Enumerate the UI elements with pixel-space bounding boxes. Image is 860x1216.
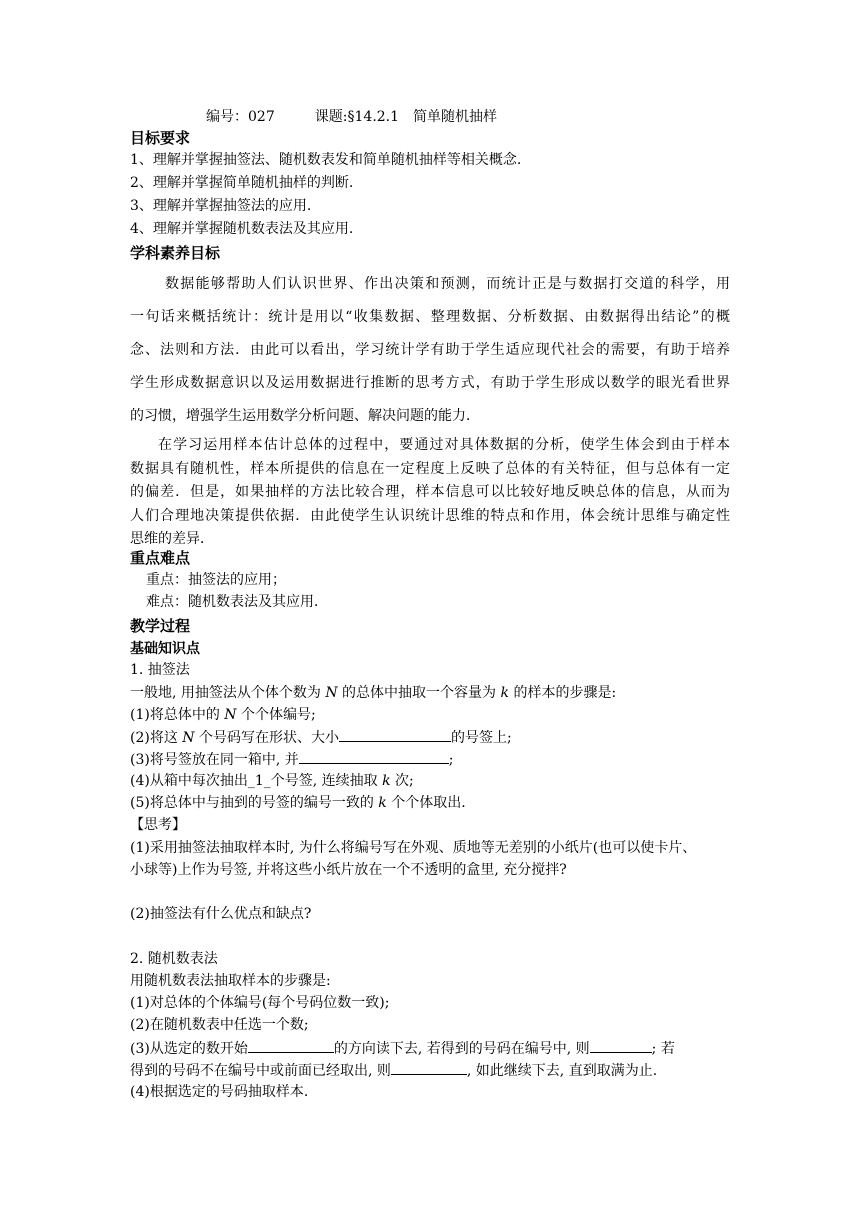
answer-blank[interactable]	[339, 727, 451, 742]
text-line: 人们合理地决策提供依据．由此使学生认识统计思维的特点和作用，体会统计思维与确定性	[130, 507, 730, 524]
random-step-3-line-2: 得到的号码不在编号中或前面已经取出, 则 , 如此继续下去, 直到取满为止.	[130, 1060, 657, 1081]
goal-item-2: 2、理解并掌握简单随机抽样的判断.	[130, 175, 354, 191]
think-heading: 【思考】	[130, 817, 186, 833]
random-step-3-line-1: (3)从选定的数开始 的方向读下去, 若得到的号码在编号中, 则 ; 若	[130, 1038, 675, 1059]
answer-blank[interactable]	[299, 749, 449, 764]
section-2-intro: 用随机数表法抽取样本的步骤是:	[130, 973, 331, 989]
step-5: (5)将总体中与抽到的号签的编号一致的 k 个个体取出.	[130, 795, 466, 811]
goal-item-4: 4、理解并掌握随机数表法及其应用.	[130, 221, 354, 237]
literacy-paragraph-1	[130, 268, 730, 433]
process-heading: 教学过程	[130, 617, 191, 635]
step-3: (3)将号签放在同一箱中, 并 ;	[130, 749, 453, 770]
question-1-line-1: (1)采用抽签法抽取样本时, 为什么将编号写在外观、质地等无差别的小纸片(也可以使卡片、	[130, 840, 697, 856]
answer-blank[interactable]	[391, 1060, 467, 1075]
text-line: 一句话来概括统计：统计是用以“收集数据、整理数据、分析数据、由数据得出结论”的概	[130, 309, 730, 325]
section-1-title: 1. 抽签法	[130, 662, 190, 678]
text-line: 在学习运用样本估计总体的过程中，要通过对具体数据的分析，使学生体会到由于样本	[158, 437, 730, 453]
text-line: 数据具有随机性，样本所提供的信息在一定程度上反映了总体的有关特征，但与总体有一定	[130, 460, 730, 477]
difficult-point: 难点：随机数表法及其应用．	[146, 594, 328, 610]
literacy-paragraph-2	[130, 434, 730, 552]
text-line: 学生形成数据意识以及运用数据进行推断的思考方式，有助于学生形成以数学的眼光看世界	[130, 375, 730, 391]
random-step-4: (4)根据选定的号码抽取样本.	[130, 1084, 309, 1100]
answer-blank[interactable]	[248, 1038, 334, 1053]
text-line: 数据能够帮助人们认识世界、作出决策和预测，而统计正是与数据打交道的科学，用	[165, 276, 730, 292]
answer-blank[interactable]	[590, 1038, 652, 1053]
question-2: (2)抽签法有什么优点和缺点?	[130, 906, 312, 922]
step-2: (2)将这 N 个号码写在形状、大小 的号签上;	[130, 727, 512, 748]
goal-item-3: 3、理解并掌握抽签法的应用.	[130, 198, 312, 214]
random-step-2: (2)在随机数表中任选一个数;	[130, 1017, 309, 1033]
doc-header	[206, 106, 497, 126]
section-1-intro: 一般地, 用抽签法从个体个数为 N 的总体中抽取一个容量为 k 的样本的步骤是:	[130, 685, 617, 701]
text-line: 思维的差异．	[130, 531, 214, 547]
goals-heading: 目标要求	[130, 129, 191, 147]
text-line: 念、法则和方法．由此可以看出，学习统计学有助于学生适应现代社会的需要，有助于培养	[130, 342, 730, 358]
text-line: 的习惯，增强学生运用数学分析问题、解决问题的能力．	[130, 408, 480, 424]
key-point: 重点：抽签法的应用；	[146, 572, 286, 588]
step-1: (1)将总体中的 N 个个体编号;	[130, 707, 316, 723]
step-4: (4)从箱中每次抽出_1_个号签, 连续抽取 k 次;	[130, 773, 414, 789]
process-subheading: 基础知识点	[130, 641, 200, 657]
goal-item-1: 1、理解并掌握抽签法、随机数表发和简单随机抽样等相关概念.	[130, 152, 522, 168]
literacy-heading: 学科素养目标	[130, 244, 221, 262]
doc-topic: 课题:§14.2.1 简单随机抽样	[314, 109, 498, 125]
random-step-1: (1)对总体的个体编号(每个号码位数一致);	[130, 995, 390, 1011]
doc-number: 编号：027	[206, 109, 275, 125]
section-2-title: 2. 随机数表法	[130, 951, 218, 967]
keypoints-heading: 重点难点	[130, 549, 191, 567]
text-line: 的偏差．但是，如果抽样的方法比较合理，样本信息可以比较好地反映总体的信息，从而为	[130, 484, 730, 500]
question-1-line-2: 小球等)上作为号签, 并将这些小纸片放在一个不透明的盒里, 充分搅拌?	[130, 862, 567, 878]
